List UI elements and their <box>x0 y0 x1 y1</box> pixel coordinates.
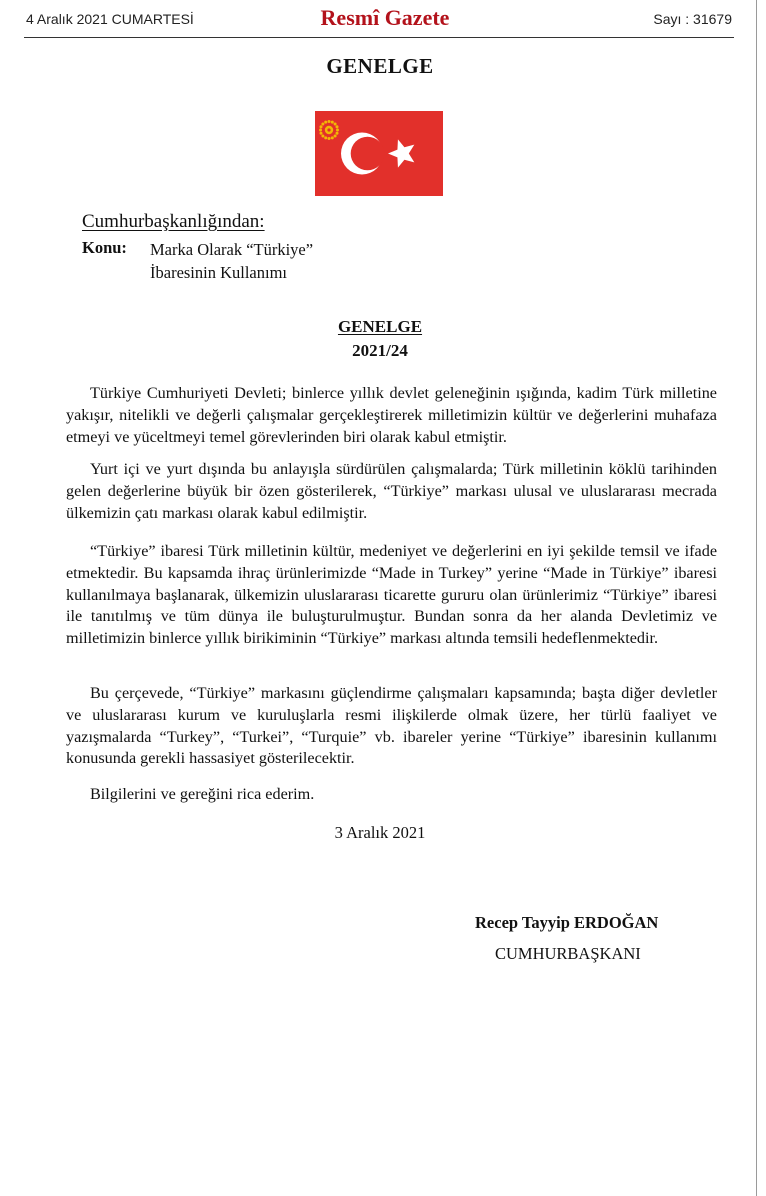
subject-label: Konu: <box>82 238 127 257</box>
header-date: 4 Aralık 2021 CUMARTESİ <box>26 11 194 27</box>
circular-number: 2021/24 <box>352 341 408 360</box>
header-divider <box>24 37 734 38</box>
document-date: 3 Aralık 2021 <box>334 823 426 842</box>
body-paragraph-1: Türkiye Cumhuriyeti Devleti; binlerce yıllık devlet geleneğinin ışığında, kadim Türk milletine yakışır, nitelikli ve değerli çalışmalar gerçekleştirerek milletimizin kültür ve değerlerini muhafaza etmeyi ve yüceltmeyi temel görevlerinden biri olarak kabul etmiştir. <box>66 384 717 446</box>
subject-line-1: Marka Olarak “Türkiye” <box>150 240 314 259</box>
presidential-sun-emblem <box>319 120 339 140</box>
subject-value <box>150 238 410 284</box>
page-edge <box>756 0 757 1196</box>
crescent-inner <box>351 137 385 171</box>
issue-number: Sayı : 31679 <box>653 11 732 27</box>
subject-line-2: İbaresinin Kullanımı <box>150 263 288 282</box>
signer-name: Recep Tayyip ERDOĞAN <box>475 913 659 932</box>
turkish-flag-emblem <box>315 111 443 196</box>
issuing-authority: Cumhurbaşkanlığından: <box>82 211 265 232</box>
signer-title: CUMHURBAŞKANI <box>495 944 641 963</box>
circular-title: GENELGE <box>337 317 423 336</box>
closing-line: Bilgilerini ve gereğini rica ederim. <box>90 785 315 803</box>
section-title: GENELGE <box>326 54 434 78</box>
gazette-name: Resmî Gazete <box>320 5 450 30</box>
body-paragraph-4: Bu çerçevede, “Türkiye” markasını güçlendirme çalışmaları kapsamında; başta diğer devletler ve uluslararası kurum ve kuruluşlarla resmi ilişkilerde olmak üzere, her türlü faaliyet ve yazışmalarda “Turkey”, “Turkei”, “Turquie” vb. ibareler yerine “Türkiye” ibaresinin kullanımı konusunda gerekli hassasiyet gösterilecektir. <box>66 684 717 768</box>
body-paragraph-3: “Türkiye” ibaresi Türk milletinin kültür, medeniyet ve değerlerini en iyi şekilde temsil ve ifade etmektedir. Bu kapsamda ihraç ürünlerimizde “Made in Turkey” yerine “Made in Türkiye” ibaresi kullanılmaya başlanarak, ülkemizin uluslararası ticarette gururu olan ürünlerimiz “Türkiye” ibaresi ile tanıtılmış ve tüm dünya ile buluşturulmuştur. Bundan sonra da her alanda Devletimiz ve milletimizin binlerce yıllık birikiminin “Türkiye” markası altında temsili hedeflenmektedir. <box>66 542 717 648</box>
body-paragraph-2: Yurt içi ve yurt dışında bu anlayışla sürdürülen çalışmalarda; Türk milletinin köklü tarihinden gelen değerlerine büyük bir özen gösterilerek, “Türkiye” markası ulusal ve uluslararası mecrada ülkemizin çatı markası olarak kabul edilmiştir. <box>66 460 717 522</box>
